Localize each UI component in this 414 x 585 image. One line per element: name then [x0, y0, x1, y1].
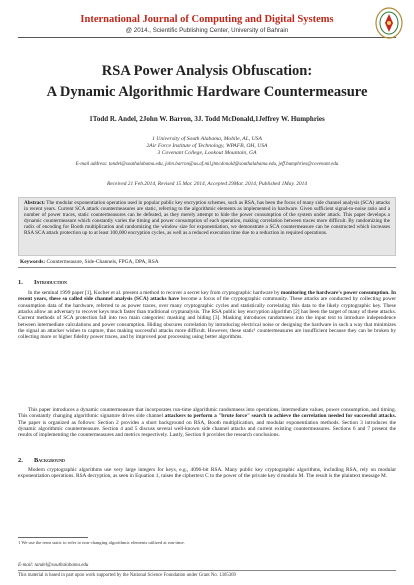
journal-subtitle: @ 2014., Scientific Publishing Center, University of Bahrain — [125, 27, 289, 34]
header-rule — [18, 37, 396, 38]
keywords-text: Countermeasure, Side-Channels, FPGA, DPA, RSA — [45, 259, 159, 265]
affiliation-1: 1 University of South Alabama, Mobile, AL, USA — [152, 136, 262, 142]
section-title: Background — [34, 457, 65, 464]
footer-note: This material is based in part upon work supported by the National Science Foundation under Grant No. 1305369 — [18, 573, 236, 578]
received-dates: Received 21 Feb.2014, Revised 15 Mar. 2014, Accepted 29Mar. 2014, Published 1May. 2014 — [106, 181, 308, 187]
university-seal-icon — [374, 6, 404, 40]
intro-p1-bold: monitoring the hardware's power consumption. In recent years, these so called side channel analysis (SCA) attacks have — [18, 290, 397, 303]
intro-p2-rest: The paper is organized as follows: Section 2 provides a short background on RSA, Booth multiplication, and modular exponentiation methods. Section 3 introduces the dynamic algorithmic countermeasure. Section 4 and 5 discuss several well-known side channel attacks and current existing countermeasures. Sections 6 and 7 present the results of implementing the countermeasures and metrics respectively. Lastly, Section 8 provides the research conclusions. — [18, 419, 396, 439]
affiliation-2: 2Air Force Institute of Technology, WPAFB, OH, USA — [146, 143, 268, 149]
paper-authors: 1Todd R. Andel, 2John W. Barron, 3J. Todd McDonald,1Jeffrey W. Humphries — [89, 115, 325, 123]
affiliation-3: 3 Covenant College, Lookout Mountain, GA — [157, 150, 257, 156]
footer-rule — [18, 570, 396, 571]
intro-p1-start: In the seminal 1999 paper [1], Kocher et al. present a method to recover a secret key from cryptographic hardware by — [28, 290, 281, 296]
intro-p1-rest: become a focus of the cryptographic community. These attacks are conducted by collecting power consumption data of the hardware, referred to as power traces, over many cryptographic cycles and statistically correlating this data to the likely cryptographic key. These attacks allow an adversary to recover keys much faster than traditional cryptanalysis. The RSA public key encryption algorithm [2] has been the target of many of these attacks. Current methods of SCA protection fall into two main categories: masking and hiding [3]. Masking introduces randomness into the input text to introduce independence between intermediate calculations and power consumption. Hiding obscures correlation by introducing electrical noise or designing the hardware in such a way that minimizes the signal an attacker wishes to capture, thus making successful attacks more difficult. However, these static¹ countermeasures are insufficient because they can be broken by collecting more or higher fidelity power traces, and by improved post processing using better algorithms. — [18, 296, 396, 341]
section-heading-introduction — [18, 279, 396, 286]
paper-title-line1: RSA Power Analysis Obfuscation: — [101, 63, 313, 79]
author-emails: E-mail address: tandel@southalabama.edu, john.barron@us.af.mil,jtmcdonald@southalabama.edu, jeff.humphries@covenant.edu — [75, 162, 339, 167]
background-paragraph: Modern cryptographic algorithms use very large integers for keys, e.g., 4096-bit RSA. Many public key cryptographic algorithms, including RSA, rely on modular exponentiation operations. RSA decryption, as seen in Equation 1, raises the ciphertext C to the power of the private key d modulo M. The result is the plaintext message M. — [18, 467, 396, 480]
section-heading-background — [18, 457, 396, 464]
intro-p2-bold: attackers to perform a "brute force" search to achieve the correlation needed for successful attacks. — [164, 413, 396, 420]
section-title: Introduction — [34, 279, 67, 286]
abstract-text — [24, 200, 390, 237]
keywords — [18, 259, 396, 268]
keywords-label: Keywords: — [20, 259, 46, 265]
paper-title-line2: A Dynamic Algorithmic Hardware Countermeasure — [46, 84, 368, 100]
footnote-rule — [18, 537, 88, 538]
intro-p2-start: This paper introduces a dynamic countermeasure that incorporates run-time algorithmic randomness into operations, intermediate values, power consumption, and timing. This constantly changing algorithmic signature drives side channel — [18, 407, 396, 420]
footnote: 1 We use the term static to refer to non-changing algorithmic elements utilized at run-time. — [18, 540, 185, 545]
intro-paragraph-2 — [18, 407, 396, 439]
abstract-box — [18, 197, 396, 256]
footer-email: E-mail: tandel@southalabama.edu — [18, 563, 89, 568]
abstract-body: The modular exponentiation operation used in popular public key encryption schemes, such as RSA, has been the focus of many side channel analysis (SCA) attacks in recent years. Current SCA attack countermeasures are static, referring to the algorithmic elements as implemented in hardware. Given sufficient signal-to-noise ratio and a number of power traces, static countermeasures can be defeated, as they merely attempt to hide the power consumption of the system under attack. This paper develops a dynamic countermeasure which constantly varies the timing and power consumption of each operation, making correlation between traces more difficult. By randomizing the radix of encoding for Booth multiplication and randomizing the window size for exponentiation, we demonstrate a SCA countermeasure can be constructed which increases RSA SCA attack protection up to at least 100,000 encryption cycles, as well as a reduced execution time due to a reduction in required operations. — [24, 200, 390, 237]
section-number: 2. — [18, 457, 23, 464]
abstract-label: Abstract: — [24, 200, 46, 206]
intro-paragraph-1 — [18, 290, 396, 341]
journal-title: International Journal of Computing and Digital Systems — [80, 14, 334, 25]
section-number: 1. — [18, 279, 23, 286]
